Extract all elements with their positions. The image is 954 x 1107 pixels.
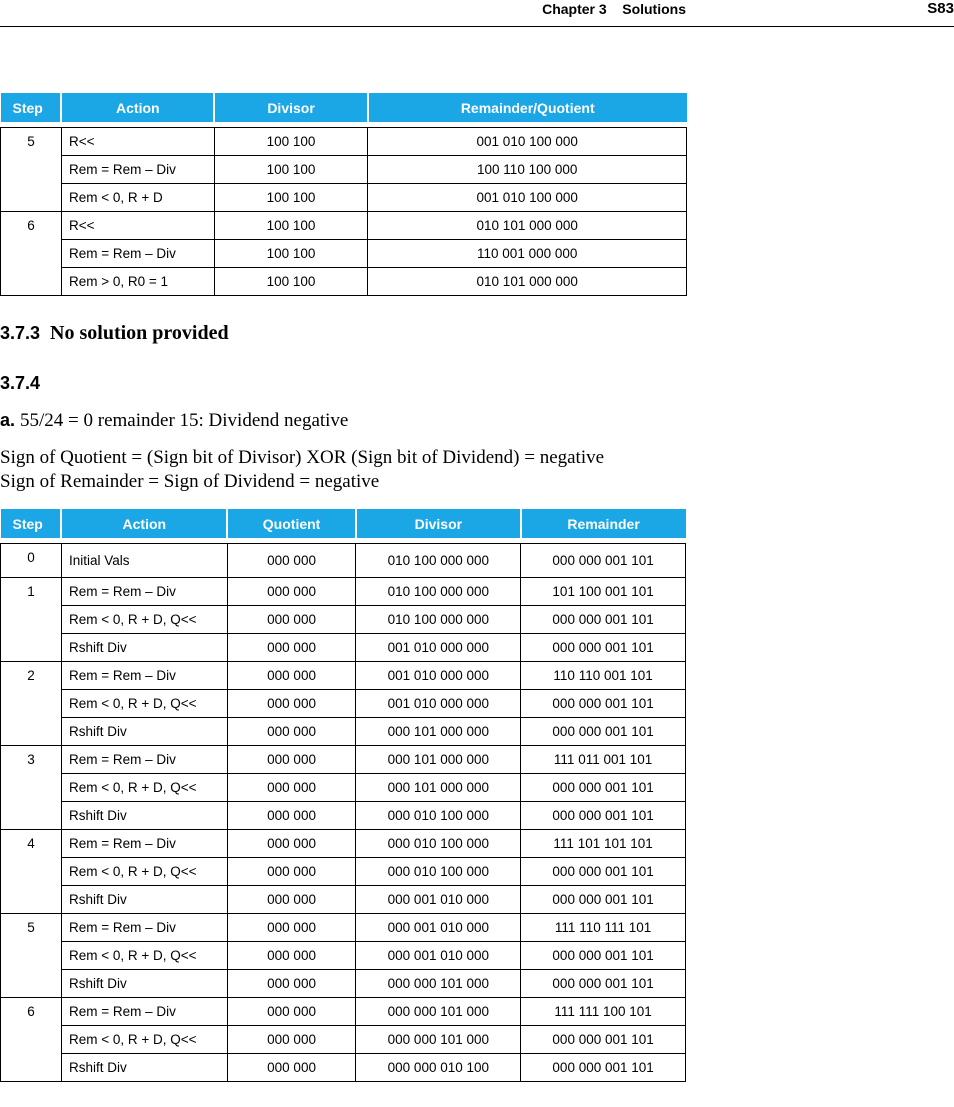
remainder-cell: 000 000 001 101 [521,1054,686,1082]
step-number: 5 [1,914,62,998]
divisor-cell: 000 000 010 100 [356,1054,521,1082]
remainder-cell: 000 000 001 101 [521,690,686,718]
step-number: 2 [1,662,62,746]
remainder-cell: 000 000 001 101 [521,942,686,970]
remainder-cell: 000 000 001 101 [521,544,686,578]
section-heading-3-7-3 [0,322,229,345]
remainder-cell: 000 000 001 101 [521,1026,686,1054]
table-row [1,212,687,240]
quotient-cell: 000 000 [227,1026,356,1054]
remainder-cell: 101 100 001 101 [521,578,686,606]
step-number: 5 [1,128,62,212]
rq-cell: 100 110 100 000 [368,156,687,184]
quotient-cell: 000 000 [227,662,356,690]
step-number: 4 [1,830,62,914]
divisor-cell: 000 001 010 000 [356,942,521,970]
table-row [1,268,687,296]
column-header: Action [61,509,227,538]
divisor-cell: 010 100 000 000 [356,544,521,578]
column-header: Quotient [227,509,356,538]
table-header-row [1,509,686,538]
section-heading-3-7-4 [0,372,50,395]
action-cell: Rem < 0, R + D, Q<< [61,1026,227,1054]
remainder-cell: 000 000 001 101 [521,634,686,662]
action-cell: Rem = Rem – Div [61,662,227,690]
sign-rules [0,446,690,494]
step-number: 3 [1,746,62,830]
rq-cell: 001 010 100 000 [368,184,687,212]
table-row [1,970,686,998]
remainder-cell: 000 000 001 101 [521,858,686,886]
running-head [0,0,954,27]
step-number: 6 [1,998,62,1082]
action-cell: Rem = Rem – Div [61,240,214,268]
quotient-sign-rule: Sign of Quotient = (Sign bit of Divisor) XOR (Sign bit of Dividend) = negative [0,447,605,468]
table-row [1,886,686,914]
quotient-cell: 000 000 [227,1054,356,1082]
quotient-cell: 000 000 [227,746,356,774]
step-number: 1 [1,578,62,662]
step-number: 6 [1,212,62,296]
divisor-cell: 000 010 100 000 [356,858,521,886]
action-cell: R<< [61,128,214,156]
remainder-sign-rule: Sign of Remainder = Sign of Dividend = negative [0,471,380,492]
action-cell: Rem = Rem – Div [61,914,227,942]
action-cell: Rem < 0, R + D [61,184,214,212]
quotient-cell: 000 000 [227,606,356,634]
quotient-cell: 000 000 [227,830,356,858]
remainder-cell: 000 000 001 101 [521,718,686,746]
table-row [1,634,686,662]
quotient-cell: 000 000 [227,998,356,1026]
table-row [1,802,686,830]
remainder-cell: 110 110 001 101 [521,662,686,690]
remainder-cell: 111 111 100 101 [521,998,686,1026]
column-header: Remainder [521,509,686,538]
divisor-cell: 100 100 [214,128,368,156]
quotient-cell: 000 000 [227,578,356,606]
action-cell: Rem < 0, R + D, Q<< [61,942,227,970]
action-cell: Initial Vals [61,544,227,578]
remainder-cell: 000 000 001 101 [521,774,686,802]
table-row [1,774,686,802]
divisor-cell: 000 101 000 000 [356,746,521,774]
step-number: 0 [1,544,62,578]
action-cell: Rem = Rem – Div [61,998,227,1026]
table-row [1,690,686,718]
quotient-cell: 000 000 [227,914,356,942]
remainder-cell: 111 110 111 101 [521,914,686,942]
table-row [1,156,687,184]
divisor-cell: 000 101 000 000 [356,718,521,746]
action-cell: Rem < 0, R + D, Q<< [61,774,227,802]
column-header: Divisor [214,93,368,122]
remainder-cell: 000 000 001 101 [521,802,686,830]
quotient-cell: 000 000 [227,544,356,578]
column-header: Step [1,93,62,122]
divisor-cell: 000 010 100 000 [356,830,521,858]
rq-cell: 010 101 000 000 [368,268,687,296]
divisor-cell: 100 100 [214,184,368,212]
table-row [1,184,687,212]
divisor-cell: 100 100 [214,156,368,184]
page-number: S83 [927,0,954,17]
divisor-cell: 000 000 101 000 [356,998,521,1026]
table-row [1,1026,686,1054]
section-number: 3.7.3 [0,323,41,343]
action-cell: Rem < 0, R + D, Q<< [61,606,227,634]
signed-division-steps-table [0,509,686,1082]
quotient-cell: 000 000 [227,634,356,662]
divisor-cell: 000 010 100 000 [356,802,521,830]
action-cell: Rem = Rem – Div [61,830,227,858]
table-row [1,1054,686,1082]
quotient-cell: 000 000 [227,802,356,830]
remainder-cell: 111 101 101 101 [521,830,686,858]
rq-cell: 010 101 000 000 [368,212,687,240]
divisor-cell: 000 101 000 000 [356,774,521,802]
column-header: Step [1,509,62,538]
divisor-cell: 001 010 000 000 [356,634,521,662]
action-cell: Rshift Div [61,802,227,830]
table-row [1,746,686,774]
action-cell: Rshift Div [61,1054,227,1082]
section-number: 3.7.4 [0,373,41,393]
divisor-cell: 000 001 010 000 [356,914,521,942]
column-header: Divisor [356,509,521,538]
remainder-cell: 000 000 001 101 [521,970,686,998]
action-cell: Rem = Rem – Div [61,156,214,184]
table-row [1,942,686,970]
section-text: No solution provided [50,322,229,344]
action-cell: Rem = Rem – Div [61,746,227,774]
table-row [1,544,686,578]
action-cell: Rem = Rem – Div [61,578,227,606]
table-row [1,858,686,886]
action-cell: R<< [61,212,214,240]
table-row [1,830,686,858]
quotient-cell: 000 000 [227,970,356,998]
table-row [1,662,686,690]
action-cell: Rem < 0, R + D, Q<< [61,858,227,886]
divisor-cell: 000 000 101 000 [356,970,521,998]
quotient-cell: 000 000 [227,858,356,886]
division-steps-table-continued [0,93,687,296]
divisor-cell: 100 100 [214,212,368,240]
divisor-cell: 100 100 [214,268,368,296]
remainder-cell: 111 011 001 101 [521,746,686,774]
table-row [1,578,686,606]
divisor-cell: 010 100 000 000 [356,606,521,634]
quotient-cell: 000 000 [227,718,356,746]
rq-cell: 001 010 100 000 [368,128,687,156]
part-text: 55/24 = 0 remainder 15: Dividend negative [20,410,349,431]
quotient-cell: 000 000 [227,774,356,802]
action-cell: Rshift Div [61,886,227,914]
action-cell: Rshift Div [61,718,227,746]
quotient-cell: 000 000 [227,690,356,718]
column-header: Remainder/Quotient [368,93,687,122]
divisor-cell: 010 100 000 000 [356,578,521,606]
divisor-cell: 000 001 010 000 [356,886,521,914]
quotient-cell: 000 000 [227,942,356,970]
chapter-title: Chapter 3 Solutions [542,1,686,17]
divisor-cell: 000 000 101 000 [356,1026,521,1054]
rq-cell: 110 001 000 000 [368,240,687,268]
action-cell: Rshift Div [61,634,227,662]
divisor-cell: 100 100 [214,240,368,268]
part-a-statement [0,408,690,433]
divisor-cell: 001 010 000 000 [356,662,521,690]
table-row [1,606,686,634]
table-row [1,998,686,1026]
table-row [1,914,686,942]
action-cell: Rem > 0, R0 = 1 [61,268,214,296]
remainder-cell: 000 000 001 101 [521,606,686,634]
action-cell: Rshift Div [61,970,227,998]
table-row [1,128,687,156]
quotient-cell: 000 000 [227,886,356,914]
action-cell: Rem < 0, R + D, Q<< [61,690,227,718]
table-row [1,240,687,268]
table-row [1,718,686,746]
column-header: Action [61,93,214,122]
divisor-cell: 001 010 000 000 [356,690,521,718]
table-header-row [1,93,687,122]
remainder-cell: 000 000 001 101 [521,886,686,914]
part-label: a. [0,410,16,430]
